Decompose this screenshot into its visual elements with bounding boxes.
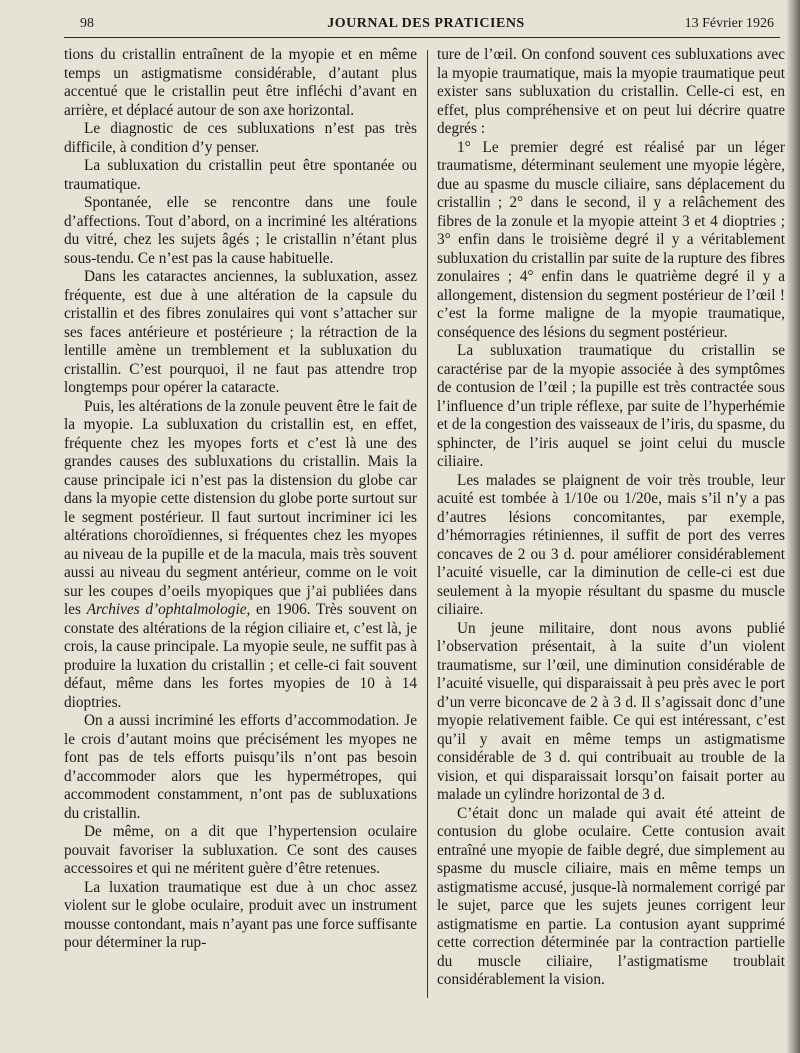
binding-edge-shadow [786,0,800,1053]
paragraph: Le diagnostic de ces subluxations n’est pas très difficile, à condition d’y penser. [64,120,417,156]
column-divider [427,50,428,998]
header-rule [64,37,780,38]
journal-citation: Archives d’ophtalmologie [86,601,247,618]
paragraph [64,398,417,713]
paragraph-text: , en 1906. Très souvent on constate des altérations de la région ciliaire et, c’est là, je crois, la cause principale. La myopie seule, ne suffit pas à produire la luxation du cristallin ; et celle-ci fait souvent défaut, même dans les fortes myopies de 10 à 14 dioptries. [64,601,417,711]
paragraph: La luxation traumatique est due à un choc assez violent sur le globe oculaire, produit avec un instrument mousse contondant, mais n’ayant pas une force suffisante pour déterminer la rup- [64,878,417,951]
paragraph: Un jeune militaire, dont nous avons publié l’observation présentait, à la suite d’un violent traumatisme, sur l’œil, une diminution considérable de l’acuité visuelle, qui disparaissait à peu près avec le port d’un verre biconcave de 2 à 3 d. Il s’agissait donc d’une myopie relativement faible. Ce qui est intéressant, c’est qu’il y avait en même temps un astigmatisme considérable de 3 d. qui contribuait au trouble de la vision, et qui disparaissait lorsqu’on faisait porter au malade un cylindre horizontal de 3 d. [437,619,785,803]
paragraph: Les malades se plaignent de voir très trouble, leur acuité est tombée à 1/10e ou 1/20e, mais s’il n’y a pas d’autres lésions concomitantes, par exemple, d’hémorragies rétiniennes, il suffit de port des verres concaves de 2 ou 3 d. pour améliorer considérablement l’acuité visuelle, car la diminution de celle-ci est due seulement à la myopie résultant du spasme du muscle ciliaire. [437,471,785,618]
journal-title: JOURNAL DES PRATICIENS [327,16,525,31]
issue-date: 13 Février 1926 [684,16,774,31]
page-number: 98 [80,16,94,31]
left-column [64,46,417,1006]
paragraph-text: Puis, les altérations de la zonule peuvent être le fait de la myopie. La subluxation du cristallin est, en effet, fréquente chez les myopes forts et c’est là une des grandes causes des subluxations du cristallin. Mais la cause principale ici n’est pas la distension du globe car dans la myopie cette distension du globe porte surtout sur le segment postérieur. Il faut surtout incriminer ici les altérations choroïdiennes, si fréquentes chez les myopes au niveau de la pupille et de la macula, mais très souvent aussi au niveau du segment antérieur, comme on le voit sur les coupes d’oeils myopiques que j’ai publiées dans les [64,397,417,618]
paragraph: La subluxation traumatique du cristallin se caractérise par de la myopie associée à des symptômes de contusion de l’œil ; la pupille est très contractée sous l’influence d’un triple réflexe, par suite de l’hyperhémie et de la congestion des vaisseaux de l’iris, du spasme, du sphincter, de l’iris auquel se joint celui du muscle ciliaire. [437,342,785,470]
paragraph: 1° Le premier degré est réalisé par un léger traumatisme, déterminant seulement une myopie légère, due au spasme du muscle ciliaire, sans déplacement du cristallin ; 2° dans le second, il y a relâchement des fibres de la zonule et la myopie atteint 3 et 4 dioptries ; 3° enfin dans le troisième degré il y a véritablement subluxation du cristallin par suite de la rupture des fibres zonulaires ; 4° enfin dans le quatrième degré il y a allongement, distension du segment postérieur de l’œil ! c’est la forme maligne de la myopie traumatique, conséquence des lésions du segment postérieur. [437,138,785,341]
page-header [64,16,788,38]
paragraph: On a aussi incriminé les efforts d’accommodation. Je le crois d’autant moins que précisément les myopes ne font pas de tels efforts puisqu’ils n’ont pas besoin d’accommoder alors que les hypermétropes, qui accommodent constamment, n’ont pas de subluxations du cristallin. [64,712,417,822]
paragraph: De même, on a dit que l’hypertension oculaire pouvait favoriser la subluxation. Ce sont des causes accessoires et qui ne méritent guère d’être retenues. [64,823,417,877]
paragraph: C’était donc un malade qui avait été atteint de contusion du globe oculaire. Cette contusion avait entraîné une myopie de faible degré, due simplement au spasme du muscle ciliaire, mais en même temps un astigmatisme accusé, jusque-là normalement corrigé par le sujet, parce que les sujets jeunes corrigent leur astigmatisme en partie. La contusion ayant supprimé cette correction déterminée par la contraction partielle du muscle ciliaire, l’astigmatisme troublait considérablement la vision. [437,804,785,988]
right-column [437,46,785,1006]
paragraph: tions du cristallin entraînent de la myopie et en même temps un astigmatisme considérable, d’autant plus accentué que le cristallin peut être infléchi d’avant en arrière, et déplacé autour de son axe horizontal. [64,46,417,119]
paragraph: La subluxation du cristallin peut être spontanée ou traumatique. [64,157,417,193]
paragraph: Spontanée, elle se rencontre dans une foule d’affections. Tout d’abord, on a incriminé les altérations du vitré, chez les sujets âgés ; le cristallin n’étant plus sous-tendu. Ce n’est pas la cause habituelle. [64,194,417,267]
paragraph: Dans les cataractes anciennes, la subluxation, assez fréquente, est due à une altération de la capsule du cristallin et des fibres zonulaires qui vont s’attacher sur ses faces antérieure et postérieure ; la rétraction de la lentille amène un tremblement et la subluxation du cristallin. C’est pourquoi, il ne faut pas attendre trop longtemps pour opérer la cataracte. [64,268,417,396]
paragraph: ture de l’œil. On confond souvent ces subluxations avec la myopie traumatique, mais la myopie traumatique peut exister sans subluxation du cristallin. Celle-ci est, en effet, plus compréhensive et on peut lui décrire quatre degrés : [437,46,785,137]
